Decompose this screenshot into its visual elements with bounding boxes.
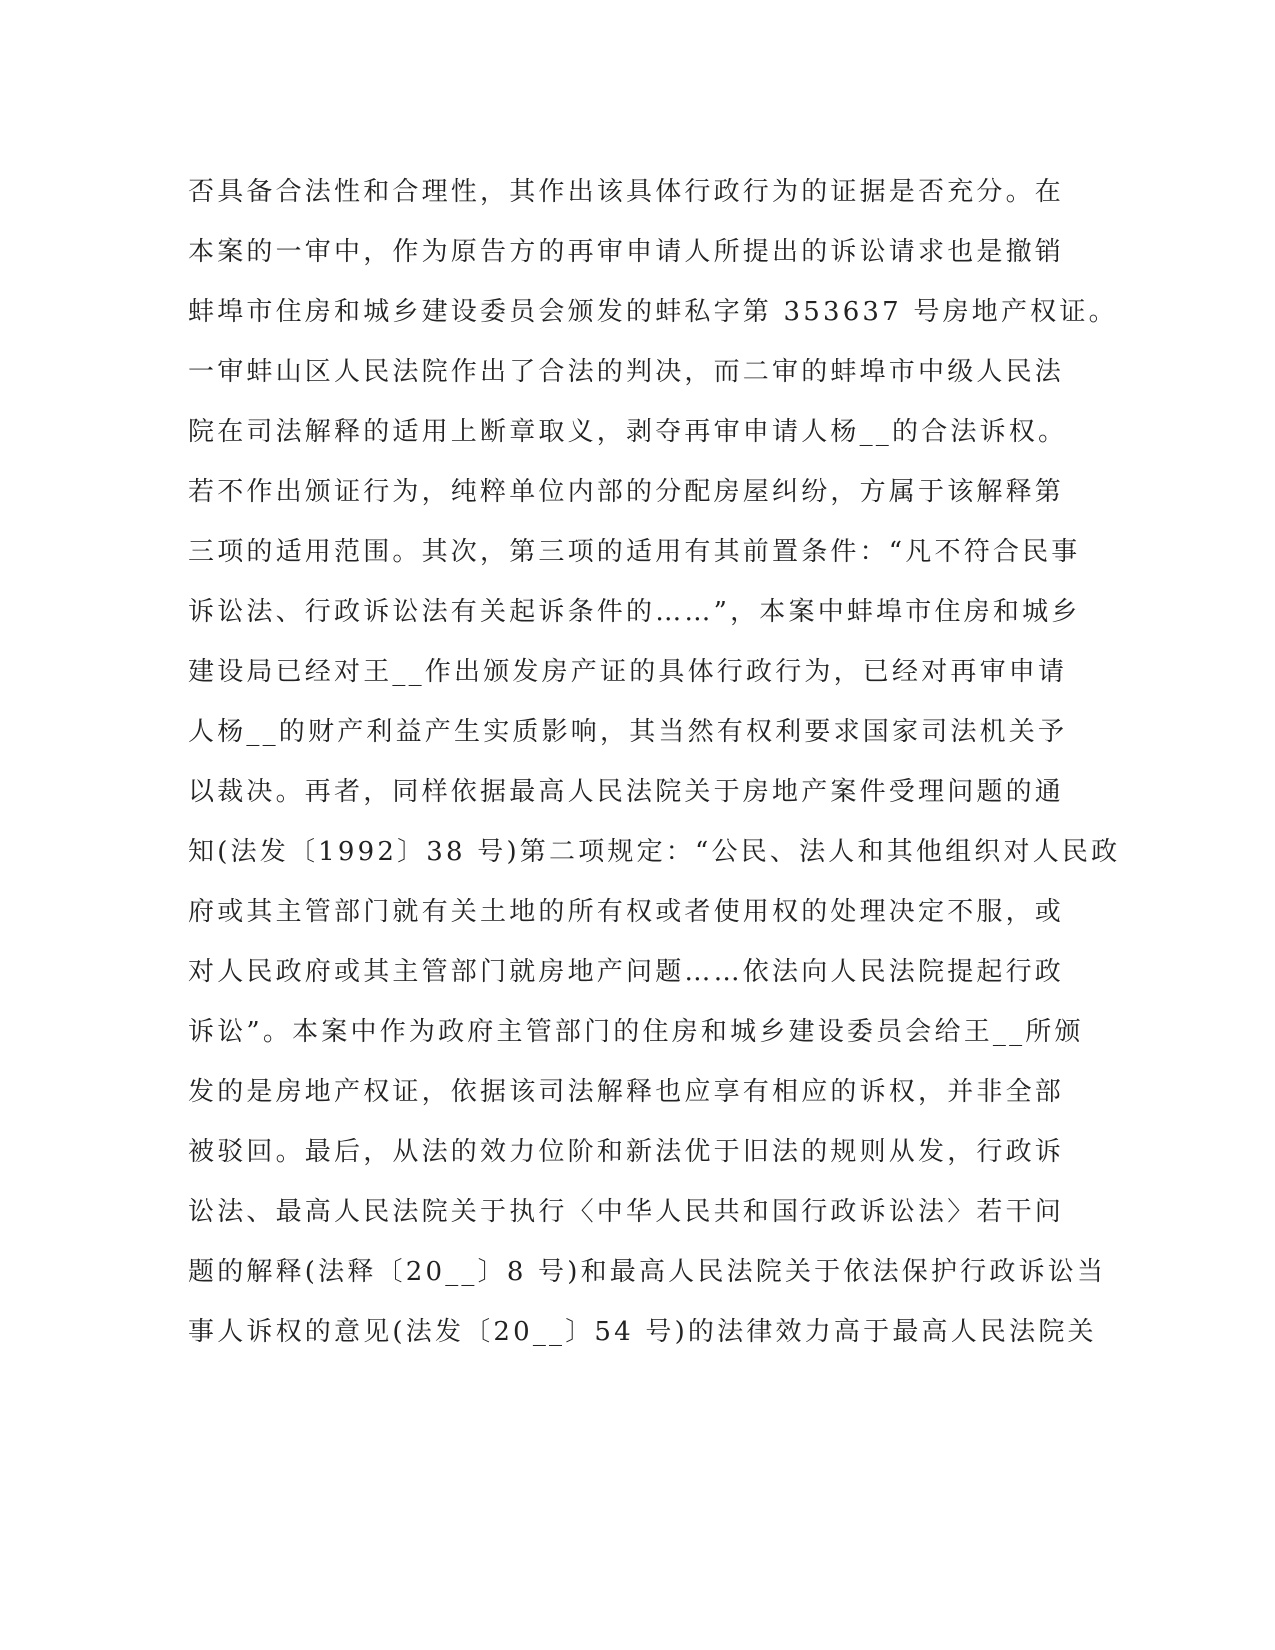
- text-line: 蚌埠市住房和城乡建设委员会颁发的蚌私字第 353637 号房地产权证。: [188, 297, 1118, 327]
- body-paragraph: [188, 162, 1121, 1362]
- text-line: 发的是房地产权证，依据该司法解释也应享有相应的诉权，并非全部: [188, 1077, 1065, 1107]
- text-line: 若不作出颁证行为，纯粹单位内部的分配房屋纠纷，方属于该解释第: [188, 477, 1065, 507]
- text-line: 人杨__的财产利益产生实质影响，其当然有权利要求国家司法机关予: [188, 717, 1068, 747]
- text-line: 三项的适用范围。其次，第三项的适用有其前置条件：“凡不符合民事: [188, 537, 1081, 567]
- text-line: 题的解释(法释〔20__〕8 号)和最高人民法院关于依法保护行政诉讼当: [188, 1257, 1107, 1287]
- text-line: 否具备合法性和合理性，其作出该具体行政行为的证据是否充分。在: [188, 177, 1065, 207]
- text-line: 建设局已经对王__作出颁发房产证的具体行政行为，已经对再审申请: [188, 657, 1068, 687]
- text-line: 府或其主管部门就有关土地的所有权或者使用权的处理决定不服，或: [188, 897, 1065, 927]
- text-line: 诉讼”。本案中作为政府主管部门的住房和城乡建设委员会给王__所颁: [188, 1017, 1084, 1047]
- text-line: 事人诉权的意见(法发〔20__〕54 号)的法律效力高于最高人民法院关: [188, 1317, 1097, 1347]
- text-line: 以裁决。再者，同样依据最高人民法院关于房地产案件受理问题的通: [188, 777, 1065, 807]
- text-line: 对人民政府或其主管部门就房地产问题……依法向人民法院提起行政: [188, 957, 1065, 987]
- text-line: 讼法、最高人民法院关于执行〈中华人民共和国行政诉讼法〉若干问: [188, 1197, 1065, 1227]
- text-line: 院在司法解释的适用上断章取义，剥夺再审申请人杨__的合法诉权。: [188, 417, 1068, 447]
- text-line: 本案的一审中，作为原告方的再审申请人所提出的诉讼请求也是撤销: [188, 237, 1065, 267]
- text-line: 被驳回。最后，从法的效力位阶和新法优于旧法的规则从发，行政诉: [188, 1137, 1065, 1167]
- text-line: 一审蚌山区人民法院作出了合法的判决，而二审的蚌埠市中级人民法: [188, 357, 1065, 387]
- text-line: 诉讼法、行政诉讼法有关起诉条件的……”，本案中蚌埠市住房和城乡: [188, 597, 1081, 627]
- text-line: 知(法发〔1992〕38 号)第二项规定：“公民、法人和其他组织对人民政: [188, 837, 1121, 867]
